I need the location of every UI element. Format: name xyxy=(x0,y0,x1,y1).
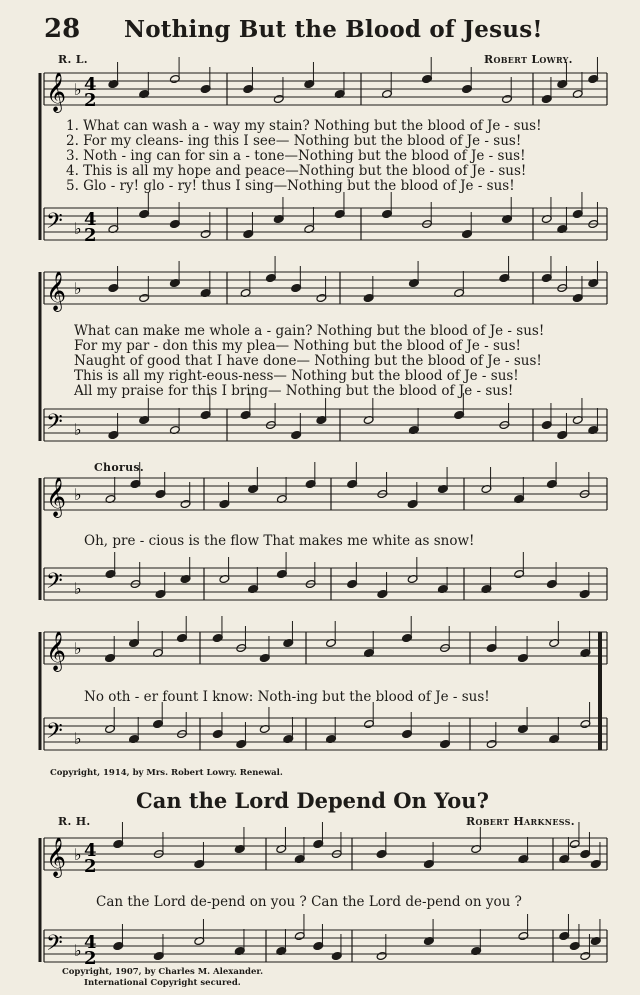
bass-staff-3 xyxy=(44,568,607,600)
verse-line: All my praise for this I bring— Nothing but the blood of Je - sus! xyxy=(74,383,514,399)
chorus-line: Oh, pre - cious is the flow That makes me white as snow! xyxy=(84,533,475,549)
flat-icon: ♭ xyxy=(74,420,82,439)
copyright-notice-2: Copyright, 1907, by Charles M. Alexander. xyxy=(62,967,264,977)
bass-clef-icon: 𝄢 xyxy=(46,719,63,749)
verse-line: For my par - don this my plea— Nothing but the blood of Je - sus! xyxy=(74,338,521,354)
copyright-notice-2b: International Copyright secured. xyxy=(84,978,241,988)
time-signature: 4 xyxy=(84,932,97,953)
hymn-title: Nothing But the Blood of Jesus! xyxy=(124,16,543,43)
hymn-title-2: Can the Lord Depend On You? xyxy=(136,788,489,813)
verse-line: What can make me whole a - gain? Nothing but the blood of Je - sus! xyxy=(74,323,545,339)
copyright-notice: Copyright, 1914, by Mrs. Robert Lowry. Renewal. xyxy=(50,768,283,778)
time-signature: 4 xyxy=(84,209,97,230)
time-signature: 4 xyxy=(84,840,97,861)
flat-icon: ♭ xyxy=(74,279,82,298)
bass-staff-5 xyxy=(44,930,607,962)
hymn-author-initials-2: R. H. xyxy=(58,815,91,828)
treble-clef-icon: 𝄞 xyxy=(46,271,67,311)
bass-staff-1 xyxy=(44,208,607,240)
treble-clef-icon: 𝄞 xyxy=(46,72,67,112)
treble-clef-icon: 𝄞 xyxy=(46,631,67,671)
flat-icon: ♭ xyxy=(74,219,82,238)
verse-line: This is all my right-eous-ness— Nothing but the blood of Je - sus! xyxy=(74,368,519,384)
flat-icon: ♭ xyxy=(74,639,82,658)
flat-icon: ♭ xyxy=(74,579,82,598)
verse-line: 3. Noth - ing can for sin a - tone—Nothing but the blood of Je - sus! xyxy=(66,148,526,164)
hymn2-lyric: Can the Lord de-pend on you ? Can the Lord de-pend on you ? xyxy=(96,894,522,910)
flat-icon: ♭ xyxy=(74,80,82,99)
flat-icon: ♭ xyxy=(74,941,82,960)
flat-icon: ♭ xyxy=(74,729,82,748)
bass-clef-icon: 𝄢 xyxy=(46,931,63,961)
time-signature: 2 xyxy=(84,856,97,877)
bass-clef-icon: 𝄢 xyxy=(46,410,63,440)
time-signature: 4 xyxy=(84,74,97,95)
bass-clef-icon: 𝄢 xyxy=(46,569,63,599)
treble-staff-5 xyxy=(44,838,607,870)
hymn-number: 28 xyxy=(44,14,81,44)
verse-line: 1. What can wash a - way my stain? Nothing but the blood of Je - sus! xyxy=(66,118,542,134)
time-signature: 2 xyxy=(84,90,97,111)
hymn-composer-2: Robert Harkness. xyxy=(466,815,575,828)
chorus-line: No oth - er fount I know: Noth-ing but the blood of Je - sus! xyxy=(84,689,490,705)
flat-icon: ♭ xyxy=(74,845,82,864)
verse-line: Naught of good that I have done— Nothing but the blood of Je - sus! xyxy=(74,353,542,369)
flat-icon: ♭ xyxy=(74,485,82,504)
hymn-composer: Robert Lowry. xyxy=(484,53,573,66)
time-signature: 2 xyxy=(84,225,97,246)
treble-staff-1 xyxy=(44,73,607,105)
treble-clef-icon: 𝄞 xyxy=(46,477,67,517)
bass-staff-4 xyxy=(44,718,607,750)
time-signature: 2 xyxy=(84,948,97,969)
bass-clef-icon: 𝄢 xyxy=(46,209,63,239)
chorus-label: Chorus. xyxy=(94,461,145,474)
verse-line: 5. Glo - ry! glo - ry! thus I sing—Nothing but the blood of Je - sus! xyxy=(66,178,515,194)
hymn-author-initials: R. L. xyxy=(58,53,88,66)
verse-line: 2. For my cleans- ing this I see— Nothing but the blood of Je - sus! xyxy=(66,133,522,149)
treble-staff-3 xyxy=(44,478,607,510)
verse-line: 4. This is all my hope and peace—Nothing but the blood of Je - sus! xyxy=(66,163,527,179)
treble-clef-icon: 𝄞 xyxy=(46,837,67,877)
